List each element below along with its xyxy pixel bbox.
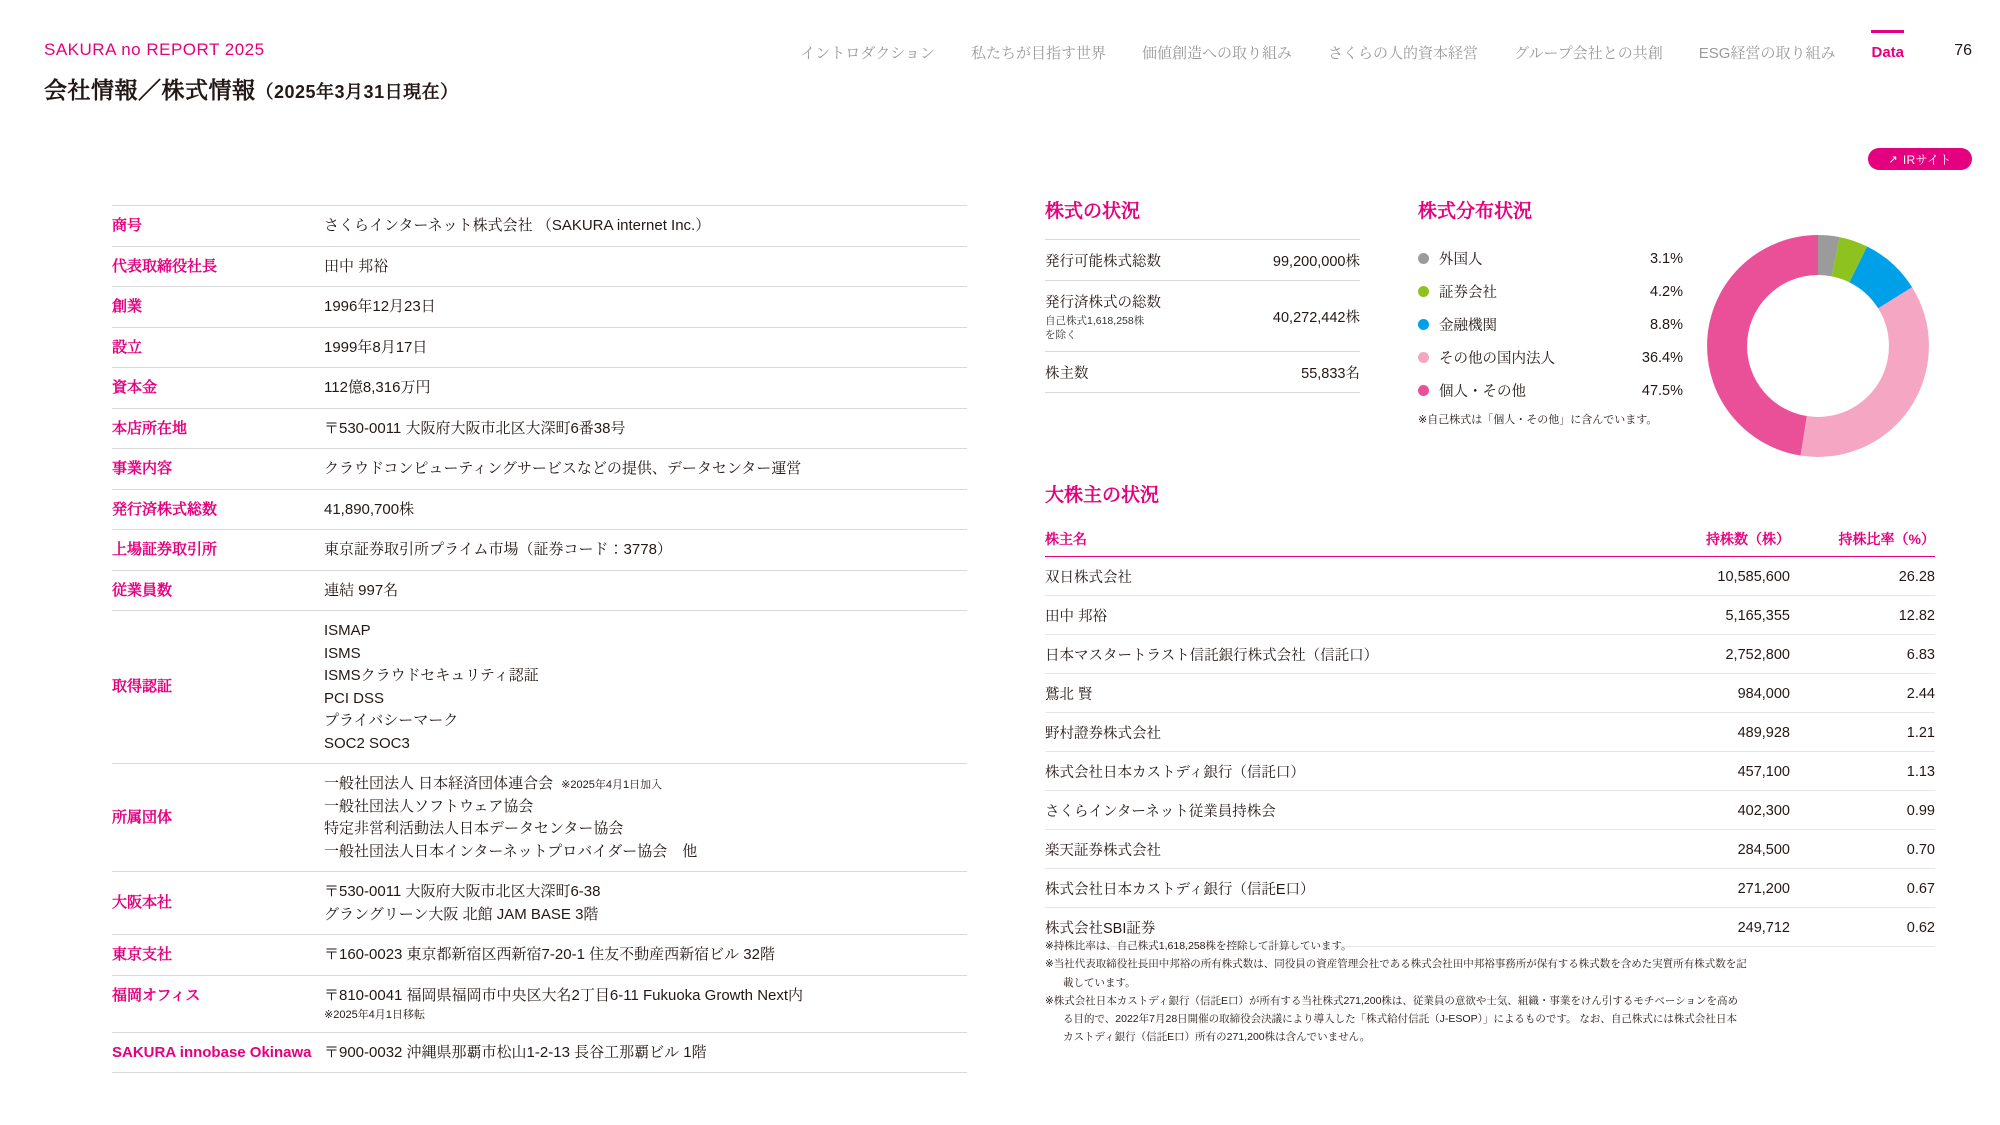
major-shareholders-title: 大株主の状況: [1045, 485, 1160, 506]
nav-item-human-capital[interactable]: さくらの人的資本経営: [1327, 45, 1478, 62]
nav-item-value-creation[interactable]: 価値創造への取り組み: [1141, 45, 1292, 62]
table-row: [112, 975, 967, 1032]
row-value: さくらインターネット株式会社 （SAKURA internet Inc.）: [324, 206, 967, 247]
column-header-name: 株主名: [1045, 523, 1615, 557]
table-row: [112, 489, 967, 530]
row-value: 〒160-0023 東京都新宿区西新宿7-20-1 住友不動産西新宿ビル 32階: [324, 935, 967, 976]
nav-item-vision[interactable]: 私たちが目指す世界: [970, 45, 1106, 62]
legend-dot-icon: [1418, 352, 1429, 363]
shareholder-ratio: 0.62: [1790, 908, 1935, 947]
row-value: 41,890,700株: [324, 489, 967, 530]
table-row: [112, 530, 967, 571]
legend-value: 3.1%: [1649, 250, 1683, 267]
major-shareholders-table: [1045, 523, 1935, 947]
row-sublabel: 自己株式1,618,258株 を除く: [1045, 315, 1145, 342]
column-header-shares: 持株数（株）: [1615, 523, 1790, 557]
company-info-section: [112, 205, 967, 1073]
share-distribution-donut-chart: [1698, 226, 1938, 471]
table-row: [1045, 752, 1935, 791]
row-value: 99,200,000株: [1220, 240, 1360, 281]
row-value: 40,272,442株: [1220, 281, 1360, 352]
shareholder-shares: 457,100: [1615, 752, 1790, 791]
shareholder-name: 野村證券株式会社: [1045, 713, 1615, 752]
note-line: 載しています。: [1063, 976, 1136, 989]
row-label: 本店所在地: [112, 408, 324, 449]
shareholder-name: 株式会社日本カストディ銀行（信託E口）: [1045, 869, 1615, 908]
major-shareholders-section: [1045, 480, 1935, 947]
table-row: [112, 368, 967, 409]
legend-label: 個人・その他: [1439, 384, 1526, 400]
shareholder-ratio: 1.21: [1790, 713, 1935, 752]
legend-label: 外国人: [1439, 252, 1483, 268]
shareholder-ratio: 0.70: [1790, 830, 1935, 869]
table-row: [1045, 352, 1360, 393]
row-label: 取得認証: [112, 611, 324, 764]
share-distribution-note: ※自己株式は「個人・その他」に含んでいます。: [1418, 414, 1658, 426]
row-label: SAKURA innobase Okinawa: [112, 1032, 324, 1073]
table-row: [112, 611, 967, 764]
shareholder-shares: 984,000: [1615, 674, 1790, 713]
shareholder-ratio: 0.99: [1790, 791, 1935, 830]
row-value: 一般社団法人 日本経済団体連合会 ※2025年4月1日加入 一般社団法人ソフトウェア協会 特定非営利活動法人日本データセンター協会 一般社団法人日本インターネットプロバイダー協会 他: [324, 764, 967, 872]
shareholder-ratio: 6.83: [1790, 635, 1935, 674]
shareholder-name: さくらインターネット従業員持株会: [1045, 791, 1615, 830]
stock-status-section: [1045, 196, 1365, 393]
row-note: ※2025年4月1日移転: [324, 1009, 425, 1021]
shareholder-shares: 5,165,355: [1615, 596, 1790, 635]
shareholder-name: 日本マスタートラスト信託銀行株式会社（信託口）: [1045, 635, 1615, 674]
table-row: [112, 570, 967, 611]
row-label: 発行済株式の総数 自己株式1,618,258株 を除く: [1045, 281, 1220, 352]
list-item: [1418, 308, 1683, 341]
page-number: 76: [1954, 42, 1972, 59]
row-label: 事業内容: [112, 449, 324, 490]
page-title-main: 会社情報／株式情報: [44, 77, 256, 103]
row-value: 1999年8月17日: [324, 327, 967, 368]
table-header-row: [1045, 523, 1935, 557]
legend-label: 金融機関: [1439, 318, 1497, 334]
row-label: 商号: [112, 206, 324, 247]
table-row: [1045, 596, 1935, 635]
shareholder-shares: 10,585,600: [1615, 557, 1790, 596]
row-value: 田中 邦裕: [324, 246, 967, 287]
list-item: [1418, 275, 1683, 308]
major-shareholders-notes: [1045, 938, 1935, 1048]
nav-item-introduction[interactable]: イントロダクション: [800, 45, 935, 62]
top-navigation[interactable]: [800, 42, 1904, 63]
nav-item-esg[interactable]: ESG経営の取り組み: [1698, 45, 1836, 62]
row-label: 従業員数: [112, 570, 324, 611]
legend-dot-icon: [1418, 385, 1429, 396]
legend-label: その他の国内法人: [1439, 351, 1555, 367]
shareholder-name: 田中 邦裕: [1045, 596, 1615, 635]
note-line: ※持株比率は、自己株式1,618,258株を控除して計算しています。: [1045, 940, 1352, 952]
brand-label: SAKURA no REPORT 2025: [44, 40, 265, 59]
row-value: 〒900-0032 沖縄県那覇市松山1-2-13 長谷工那覇ビル 1階: [324, 1032, 967, 1073]
table-row: [1045, 557, 1935, 596]
legend-value: 4.2%: [1649, 283, 1683, 300]
note-line: カストディ銀行（信託E口）所有の271,200株は含んでいません。: [1063, 1031, 1371, 1044]
table-row: [112, 449, 967, 490]
note-line: ※株式会社日本カストディ銀行（信託E口）が所有する当社株式271,200株は、従業員の意欲や士気、組織・事業をけん引するモチベーションを高め: [1045, 994, 1738, 1007]
list-item: [1418, 341, 1683, 374]
stock-status-table: [1045, 239, 1360, 393]
shareholder-ratio: 12.82: [1790, 596, 1935, 635]
shareholder-shares: 284,500: [1615, 830, 1790, 869]
row-label: 所属団体: [112, 764, 324, 872]
row-label: 発行可能株式総数: [1045, 240, 1220, 281]
row-value: 東京証券取引所プライム市場（証券コード：3778）: [324, 530, 967, 571]
ir-site-button-label: IRサイト: [1902, 152, 1952, 167]
row-label: 創業: [112, 287, 324, 328]
shareholder-shares: 271,200: [1615, 869, 1790, 908]
legend-dot-icon: [1418, 253, 1429, 264]
shareholder-ratio: 0.67: [1790, 869, 1935, 908]
shareholder-name: 双日株式会社: [1045, 557, 1615, 596]
legend-label: 証券会社: [1439, 285, 1497, 301]
share-distribution-section: [1418, 196, 1918, 426]
legend-dot-icon: [1418, 319, 1429, 330]
legend-dot-icon: [1418, 286, 1429, 297]
shareholder-shares: 402,300: [1615, 791, 1790, 830]
row-label: 大阪本社: [112, 872, 324, 935]
table-row: [1045, 830, 1935, 869]
external-link-icon: ↗: [1888, 153, 1898, 166]
table-row: [1045, 791, 1935, 830]
row-value: 1996年12月23日: [324, 287, 967, 328]
list-item: [1418, 242, 1683, 275]
note-line: る目的で、2022年7月28日開催の取締役会決議により導入した「株式給付信託（J-ESOP）」によるものです。 なお、自己株式には株式会社日本: [1063, 1013, 1737, 1026]
row-label: 上場証券取引所: [112, 530, 324, 571]
table-row: [1045, 869, 1935, 908]
nav-item-group-companies[interactable]: グループ会社との共創: [1513, 45, 1663, 62]
table-row: [112, 287, 967, 328]
table-row: [112, 206, 967, 247]
shareholder-ratio: 2.44: [1790, 674, 1935, 713]
table-row: [1045, 240, 1360, 281]
table-row: [112, 1032, 967, 1073]
shareholder-shares: 249,712: [1615, 908, 1790, 947]
list-item: [1418, 374, 1683, 407]
company-info-table: [112, 205, 967, 1073]
row-value: 112億8,316万円: [324, 368, 967, 409]
shareholder-ratio: 26.28: [1790, 557, 1935, 596]
share-distribution-legend: [1418, 242, 1683, 407]
table-row: [1045, 674, 1935, 713]
table-row: [112, 872, 967, 935]
row-value: 〒530-0011 大阪府大阪市北区大深町6-38 グラングリーン大阪 北館 JAM BASE 3階: [324, 872, 967, 935]
table-row: [1045, 635, 1935, 674]
legend-value: 36.4%: [1641, 349, 1683, 366]
shareholder-ratio: 1.13: [1790, 752, 1935, 791]
page-header: [0, 0, 2000, 108]
table-row: [112, 935, 967, 976]
page-title: [44, 72, 459, 105]
table-row: [112, 327, 967, 368]
inline-note: ※2025年4月1日加入: [561, 779, 663, 791]
nav-item-data[interactable]: Data: [1871, 44, 1904, 61]
ir-site-button[interactable]: [1868, 148, 1972, 170]
legend-value: 47.5%: [1641, 382, 1683, 399]
shareholder-name: 株式会社日本カストディ銀行（信託口）: [1045, 752, 1615, 791]
row-label: 設立: [112, 327, 324, 368]
shareholder-shares: 2,752,800: [1615, 635, 1790, 674]
note-line: ※当社代表取締役社長田中邦裕の所有株式数は、同役員の資産管理会社である株式会社田中邦裕事務所が保有する株式数を含めた実質所有株式数を記: [1045, 958, 1747, 971]
row-value: クラウドコンピューティングサービスなどの提供、データセンター運営: [324, 449, 967, 490]
page-title-sub: （2025年3月31日現在）: [255, 82, 459, 102]
row-value: ISMAP ISMS ISMSクラウドセキュリティ認証 PCI DSS プライバシーマーク SOC2 SOC3: [324, 611, 967, 764]
row-label: 代表取締役社長: [112, 246, 324, 287]
donut-svg: [1698, 226, 1938, 466]
table-row: [112, 764, 967, 872]
row-label: 資本金: [112, 368, 324, 409]
table-row: [112, 246, 967, 287]
table-row: [112, 408, 967, 449]
shareholder-name: 株式会社SBI証券: [1045, 908, 1615, 947]
column-header-ratio: 持株比率（%）: [1790, 523, 1935, 557]
row-value: 〒810-0041 福岡県福岡市中央区大名2丁目6-11 Fukuoka Growth Next内 ※2025年4月1日移転: [324, 975, 967, 1032]
shareholder-name: 楽天証券株式会社: [1045, 830, 1615, 869]
legend-value: 8.8%: [1649, 316, 1683, 333]
row-label: 東京支社: [112, 935, 324, 976]
row-value: 55,833名: [1220, 352, 1360, 393]
shareholder-name: 鷲北 賢: [1045, 674, 1615, 713]
row-label: 株主数: [1045, 352, 1220, 393]
shareholder-shares: 489,928: [1615, 713, 1790, 752]
stock-status-title: 株式の状況: [1045, 201, 1141, 222]
row-label: 発行済株式総数: [112, 489, 324, 530]
row-value: 〒530-0011 大阪府大阪市北区大深町6番38号: [324, 408, 967, 449]
share-distribution-title: 株式分布状況: [1418, 201, 1533, 222]
row-value: 連結 997名: [324, 570, 967, 611]
row-label: 福岡オフィス: [112, 975, 324, 1032]
table-row: [1045, 281, 1360, 352]
table-row: [1045, 713, 1935, 752]
